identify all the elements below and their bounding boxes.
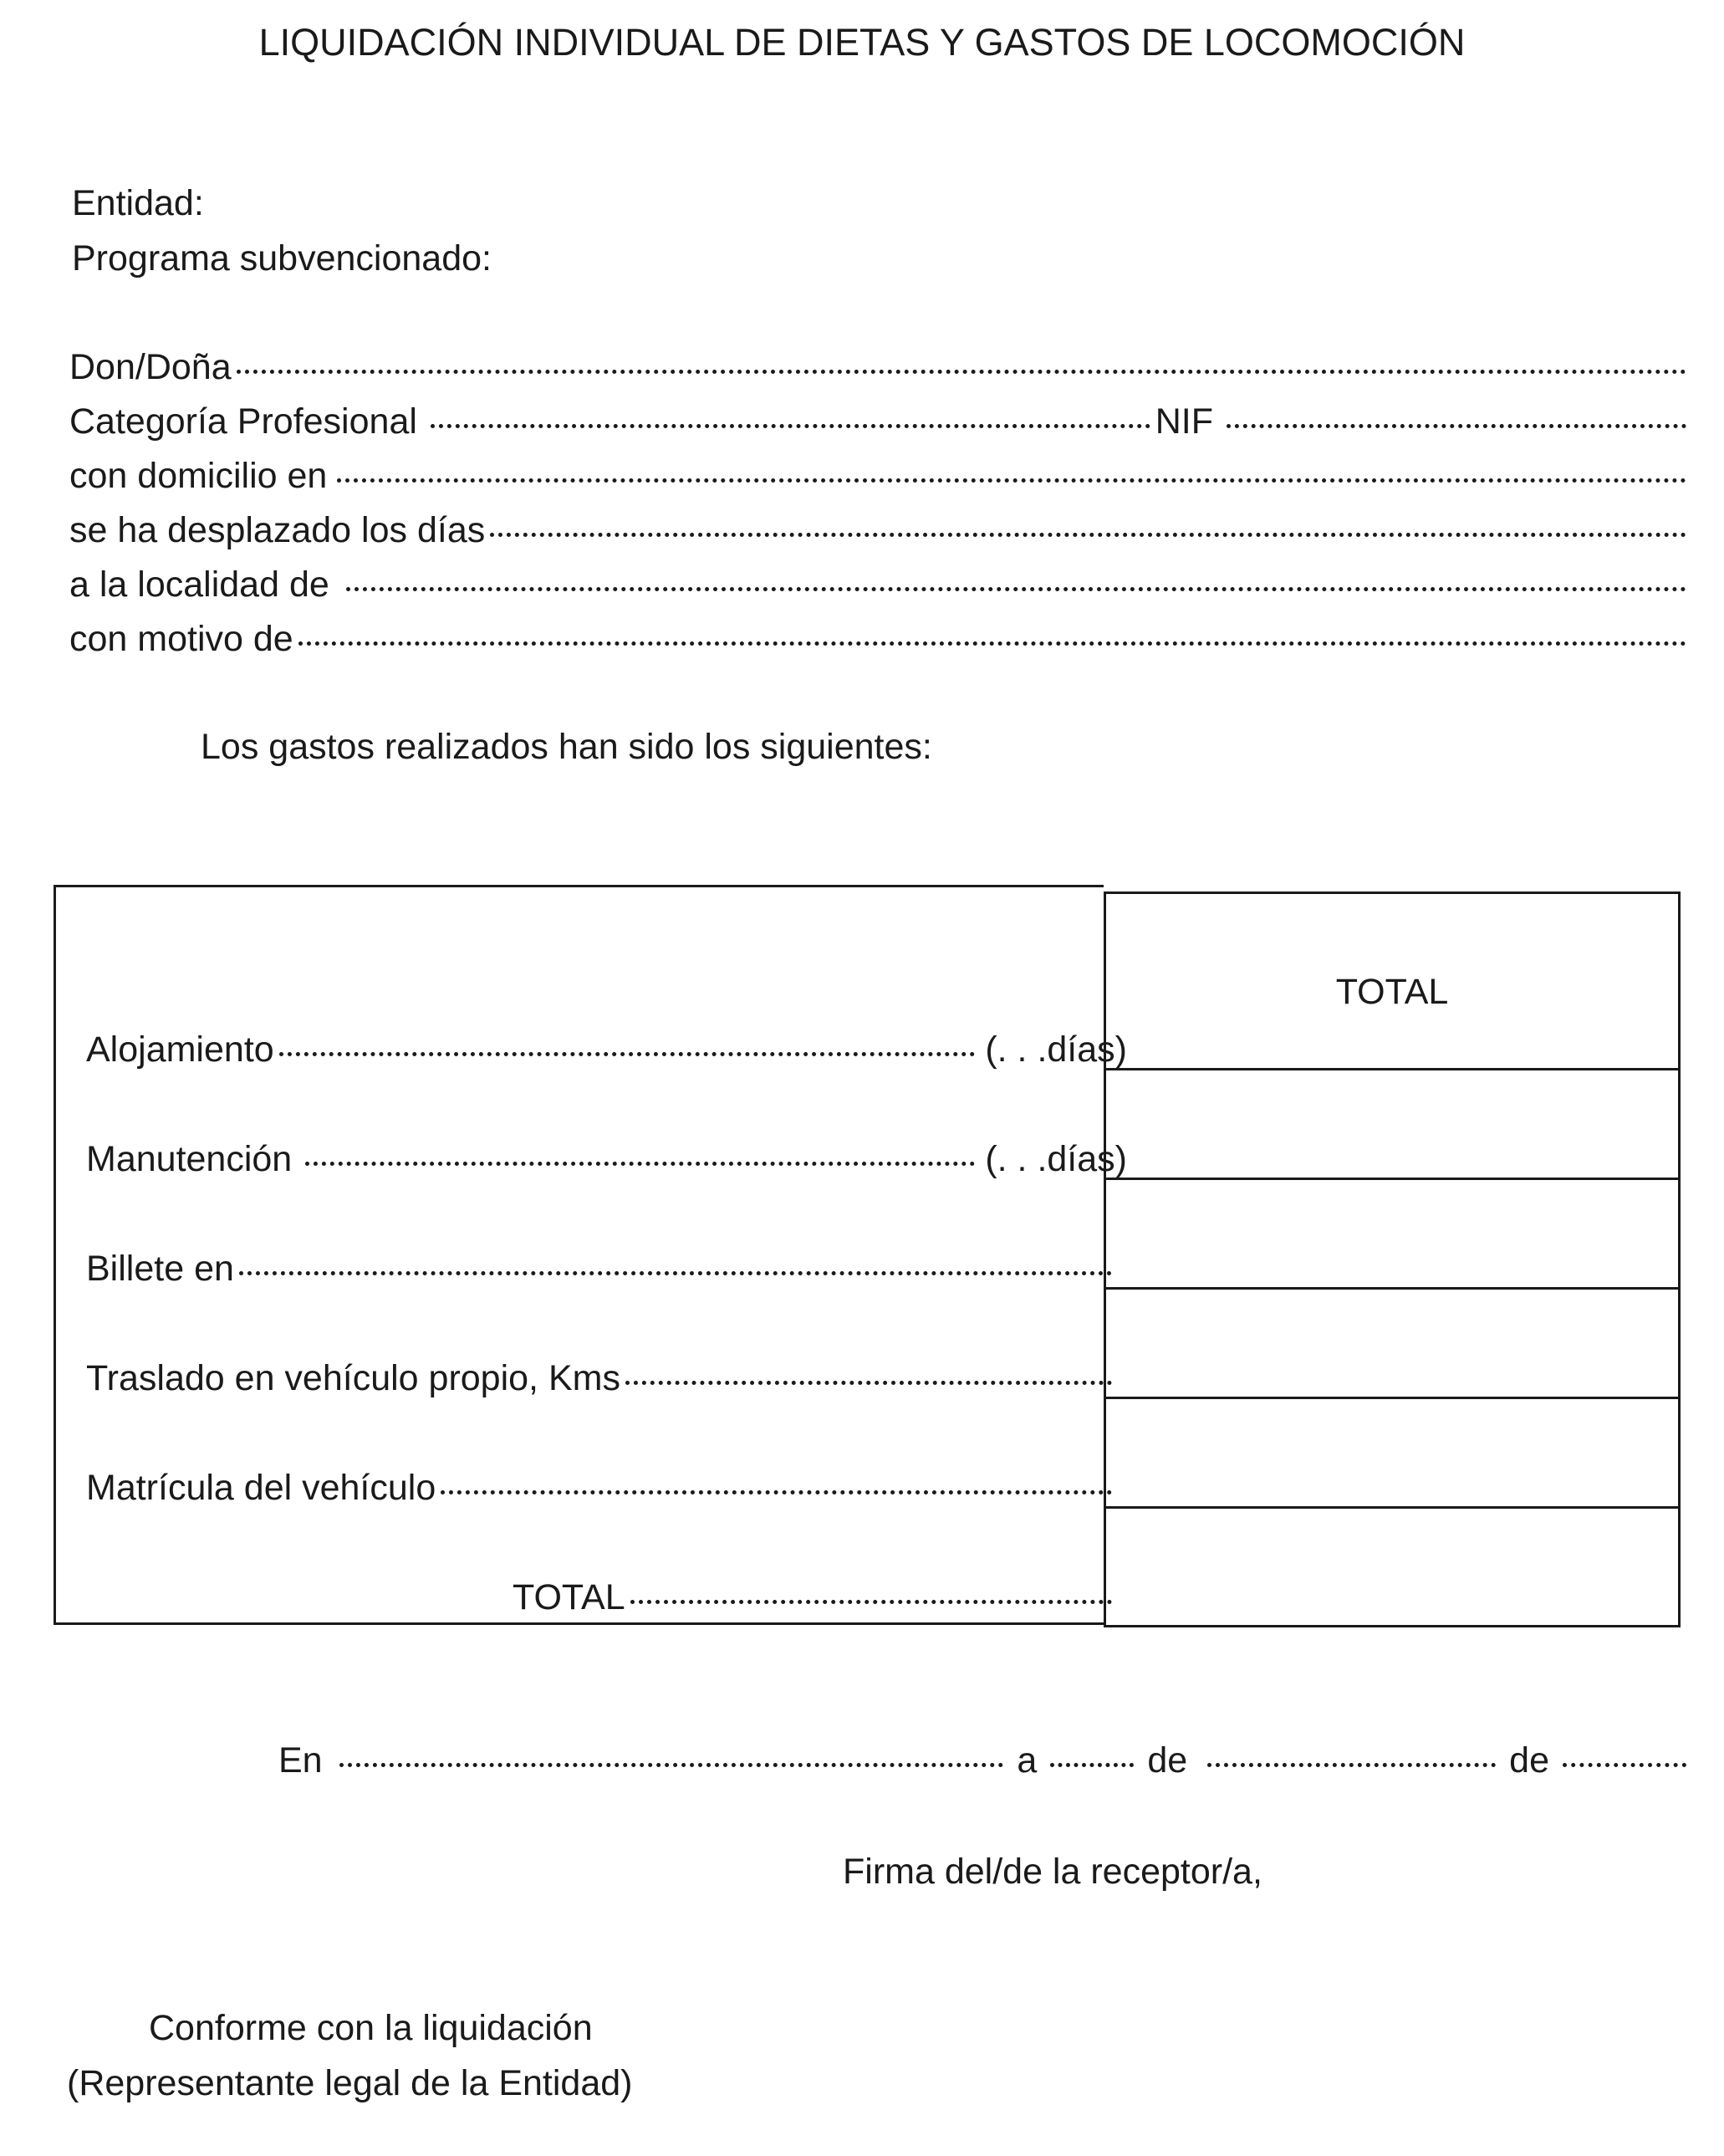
total-row-label: TOTAL bbox=[513, 1577, 625, 1617]
total-cell-matricula[interactable] bbox=[1106, 1506, 1678, 1509]
field-motivo[interactable] bbox=[69, 621, 1691, 663]
field-don-dona[interactable] bbox=[69, 347, 1691, 391]
date-year-dotted-line bbox=[1563, 1763, 1686, 1767]
date-place-dotted-line bbox=[339, 1763, 1004, 1767]
nif-label: NIF bbox=[1155, 401, 1213, 442]
manutencion-label: Manutención bbox=[86, 1139, 293, 1179]
localidad-dotted-line bbox=[346, 587, 1686, 591]
date-en-label: En bbox=[278, 1740, 323, 1780]
conforme-line2: (Representante legal de la Entidad) bbox=[67, 2063, 633, 2103]
alojamiento-dotted-line bbox=[279, 1052, 976, 1056]
conforme-line1: Conforme con la liquidación bbox=[149, 2008, 593, 2048]
row-billete[interactable] bbox=[86, 1251, 1117, 1293]
total-cell-traslado[interactable] bbox=[1106, 1397, 1678, 1399]
firma-receptor: Firma del/de la receptor/a, bbox=[843, 1852, 1262, 1892]
traslado-dotted-line bbox=[625, 1381, 1112, 1385]
localidad-label: a la localidad de bbox=[69, 565, 329, 605]
expenses-total-column bbox=[1104, 892, 1681, 1627]
total-cell-billete[interactable] bbox=[1106, 1287, 1678, 1290]
field-categoria-nif[interactable] bbox=[69, 401, 1691, 446]
billete-label: Billete en bbox=[86, 1249, 234, 1289]
field-domicilio[interactable] bbox=[69, 458, 1691, 500]
matricula-dotted-line bbox=[441, 1490, 1112, 1494]
domicilio-label: con domicilio en bbox=[69, 456, 328, 496]
manutencion-dias: (. . .días) bbox=[985, 1139, 1127, 1179]
motivo-dotted-line bbox=[298, 641, 1686, 646]
expenses-description-column bbox=[54, 885, 1127, 1625]
date-month-dotted-line bbox=[1207, 1763, 1496, 1767]
entidad-label: Entidad: bbox=[72, 183, 204, 223]
billete-dotted-line bbox=[239, 1271, 1112, 1275]
expenses-table bbox=[54, 885, 1684, 1630]
total-cell-manutencion[interactable] bbox=[1106, 1178, 1678, 1180]
alojamiento-dias: (. . .días) bbox=[985, 1029, 1127, 1070]
categoria-label: Categoría Profesional bbox=[69, 401, 417, 442]
don-dona-label: Don/Doña bbox=[69, 347, 232, 387]
page-title: LIQUIDACIÓN INDIVIDUAL DE DIETAS Y GASTOS DE LOCOMOCIÓN bbox=[258, 21, 1466, 64]
date-a-label: a bbox=[1017, 1740, 1038, 1780]
manutencion-dotted-line bbox=[305, 1162, 975, 1166]
don-dona-dotted-line bbox=[237, 370, 1686, 374]
desplazado-label: se ha desplazado los días bbox=[69, 510, 486, 550]
row-matricula[interactable] bbox=[86, 1470, 1117, 1512]
alojamiento-label: Alojamiento bbox=[86, 1029, 274, 1070]
field-desplazado[interactable] bbox=[69, 510, 1691, 554]
date-day-dotted-line bbox=[1050, 1763, 1134, 1767]
motivo-label: con motivo de bbox=[69, 619, 293, 659]
total-dotted-line bbox=[630, 1600, 1112, 1604]
domicilio-dotted-line bbox=[337, 478, 1686, 483]
date-line[interactable] bbox=[278, 1740, 1691, 1785]
field-localidad[interactable] bbox=[69, 567, 1691, 609]
desplazado-dotted-line bbox=[490, 533, 1686, 537]
row-manutencion[interactable] bbox=[86, 1139, 1127, 1183]
row-traslado[interactable] bbox=[86, 1358, 1117, 1402]
matricula-label: Matrícula del vehículo bbox=[86, 1468, 436, 1508]
total-cell-alojamiento[interactable] bbox=[1106, 1068, 1678, 1070]
gastos-intro: Los gastos realizados han sido los siguientes: bbox=[201, 727, 932, 767]
date-de1-label: de bbox=[1147, 1740, 1188, 1780]
programa-label: Programa subvencionado: bbox=[72, 238, 492, 278]
traslado-label: Traslado en vehículo propio, Kms bbox=[86, 1358, 620, 1398]
date-de2-label: de bbox=[1509, 1740, 1549, 1780]
nif-dotted-line bbox=[1227, 424, 1686, 428]
total-column-header: TOTAL bbox=[1335, 972, 1449, 1012]
row-alojamiento[interactable] bbox=[86, 1029, 1127, 1074]
row-total[interactable] bbox=[513, 1577, 1117, 1622]
categoria-dotted-line bbox=[431, 424, 1150, 428]
